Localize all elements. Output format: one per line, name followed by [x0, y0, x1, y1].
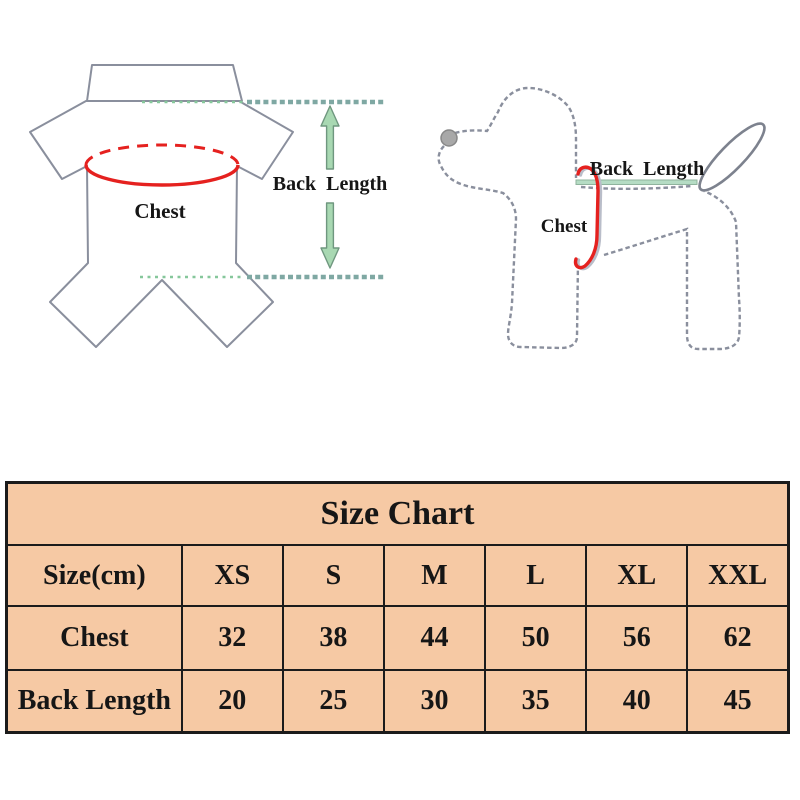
value-cell: 56: [586, 606, 687, 670]
value-cell: 40: [586, 670, 687, 733]
header-cell-xs: XS: [182, 545, 283, 606]
back-length-arrow-down: [321, 203, 339, 268]
header-cell-l: L: [485, 545, 586, 606]
header-cell-xl: XL: [586, 545, 687, 606]
header-cell-xxl: XXL: [687, 545, 788, 606]
size-chart-table: [5, 481, 790, 734]
dog-nose: [441, 130, 457, 146]
dog-back-length-line: [576, 180, 697, 185]
value-cell: 62: [687, 606, 788, 670]
garment-diagram: [30, 65, 387, 347]
value-cell: 30: [384, 670, 485, 733]
header-cell-m: M: [384, 545, 485, 606]
size-chart-title: Size Chart: [7, 483, 789, 546]
garment-back-length-label: Back Length: [272, 173, 388, 195]
table-row-back-length: [7, 670, 789, 733]
value-cell: 44: [384, 606, 485, 670]
garment-chest-label: Chest: [134, 199, 186, 223]
dog-front-outline: [439, 146, 578, 348]
dog-head-outline: [455, 88, 576, 178]
value-cell: 35: [485, 670, 586, 733]
value-cell: 25: [283, 670, 384, 733]
header-cell-size: Size(cm): [7, 545, 182, 606]
value-cell: 38: [283, 606, 384, 670]
back-length-arrow-up: [321, 106, 339, 169]
value-cell: 50: [485, 606, 586, 670]
dog-chest-label: Chest: [540, 216, 588, 237]
value-cell: 32: [182, 606, 283, 670]
row-label-chest: Chest: [7, 606, 182, 670]
value-cell: 45: [687, 670, 788, 733]
dog-rear-outline: [604, 191, 740, 349]
garment-collar: [87, 65, 242, 101]
dog-back-length-label: Back Length: [589, 158, 705, 180]
row-label-back-length: Back Length: [7, 670, 182, 733]
header-cell-s: S: [283, 545, 384, 606]
table-row-chest: [7, 606, 789, 670]
garment-body-outline: [30, 101, 293, 347]
dog-tail: [692, 116, 772, 197]
value-cell: 20: [182, 670, 283, 733]
dog-diagram: [439, 88, 772, 349]
